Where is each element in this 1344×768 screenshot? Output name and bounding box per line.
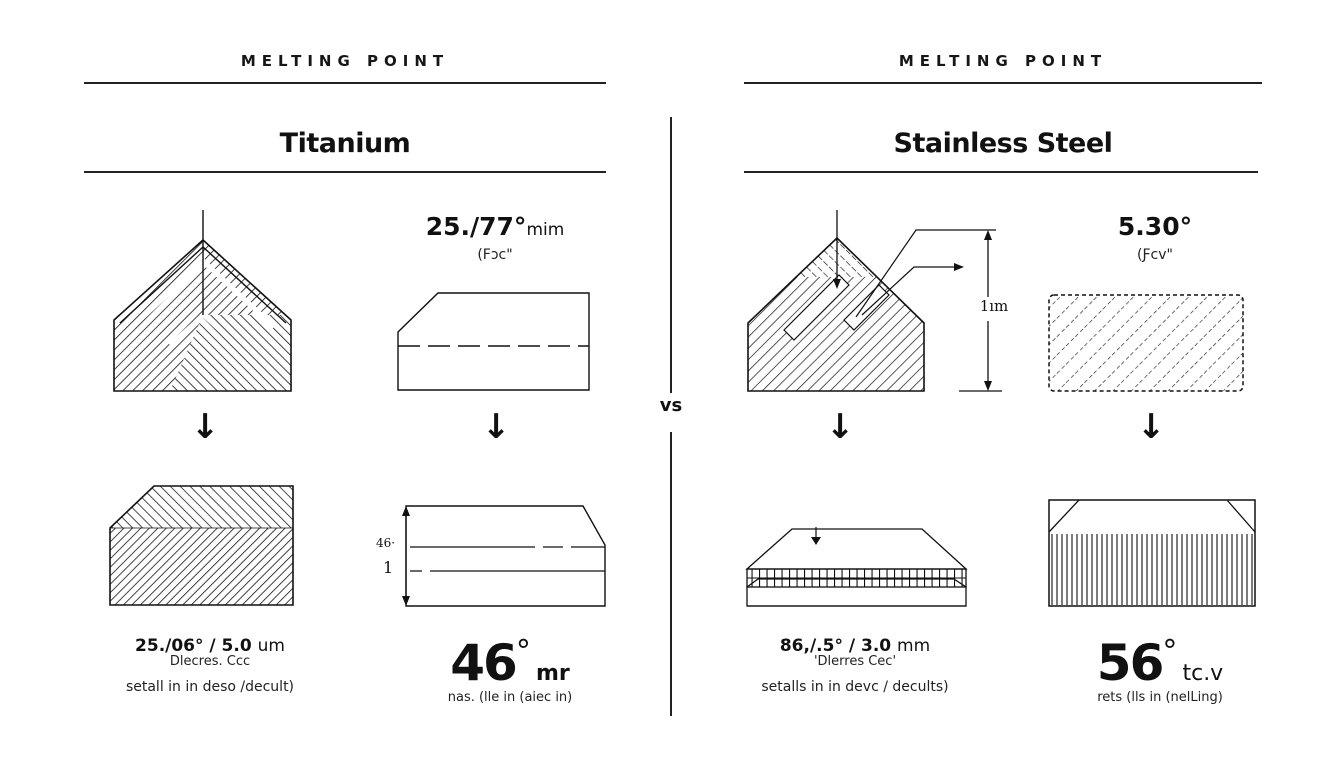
- titanium-arrow-down-1: ↓: [190, 407, 220, 447]
- titanium-big-number: 46: [450, 634, 516, 692]
- vs-label: vs: [659, 395, 683, 416]
- titanium-melted-block-diagram: [108, 484, 298, 610]
- titanium-big-unit: mr: [535, 661, 570, 686]
- titanium-big-caption: nas. (lle in (aiec in): [447, 690, 573, 705]
- steel-big-caption: rets (lls in (nelLing): [1097, 690, 1223, 705]
- steel-arrow-down-2: ↓: [1136, 407, 1166, 447]
- steel-big-degree: °: [1162, 634, 1178, 669]
- steel-stat-unit: mm: [897, 636, 931, 656]
- steel-big-unit: tc.v: [1182, 661, 1224, 686]
- steel-stat-line1: [735, 636, 975, 656]
- left-kicker: MELTING POINT: [240, 52, 450, 70]
- steel-big-number: 56: [1096, 634, 1163, 692]
- titanium-stat-big: [410, 634, 610, 705]
- steel-stat-line2: 'Dlerres Cec': [813, 654, 897, 669]
- titanium-big-degree: °: [515, 634, 531, 669]
- steel-stat-number: 86,/.5° / 3.0: [779, 636, 892, 656]
- titanium-stat-line1: [90, 636, 330, 656]
- titanium-solid-block-diagram: [396, 290, 592, 394]
- steel-raw-value: [1055, 212, 1255, 241]
- steel-solid-block-diagram: [1046, 292, 1246, 394]
- titanium-stat-line3: setall in in deso /decult): [125, 679, 295, 695]
- right-title-rule: [744, 171, 1258, 173]
- titanium-arrow-down-2: ↓: [481, 407, 511, 447]
- titanium-stat-unit: um: [257, 636, 285, 656]
- steel-raw-number: 5.30°: [1117, 212, 1193, 241]
- left-material-title: Titanium: [279, 128, 411, 159]
- steel-stat-line3: setalls in in devc / decults): [761, 679, 949, 695]
- titanium-raw-unit: mim: [526, 220, 565, 240]
- titanium-raw-crystal-diagram: [110, 205, 300, 395]
- steel-arrow-down-1: ↓: [825, 407, 855, 447]
- center-divider-top: [670, 117, 672, 393]
- center-divider-bottom: [670, 432, 672, 716]
- right-kicker-rule: [744, 82, 1262, 84]
- steel-dimension-label: 1ım: [979, 297, 1009, 315]
- left-kicker-rule: [84, 82, 606, 84]
- titanium-raw-number: 25./77°: [425, 212, 527, 241]
- right-material-title: Stainless Steel: [893, 128, 1113, 159]
- steel-stat-big: [1060, 634, 1260, 705]
- steel-raw-subunit: (Ƒcv": [1137, 247, 1173, 263]
- titanium-stat-line2: Dlecres. Ccc: [169, 654, 251, 669]
- titanium-stat-number: 25./06° / 5.0: [135, 636, 252, 656]
- steel-stat-small: [735, 636, 975, 695]
- left-title-rule: [84, 171, 606, 173]
- titanium-dimension-lower: 1: [383, 558, 394, 577]
- steel-melted-slab-diagram: [744, 525, 974, 611]
- titanium-dimension-upper: 46·: [376, 536, 396, 550]
- titanium-measured-block-diagram: [398, 503, 608, 609]
- titanium-stat-small: [90, 636, 330, 695]
- steel-melted-block-diagram: [1046, 496, 1258, 610]
- steel-raw-crystal-diagram: [744, 205, 1004, 395]
- titanium-raw-subunit: (Fɔc": [477, 247, 513, 263]
- right-kicker: MELTING POINT: [898, 52, 1108, 70]
- titanium-raw-value: [395, 212, 595, 241]
